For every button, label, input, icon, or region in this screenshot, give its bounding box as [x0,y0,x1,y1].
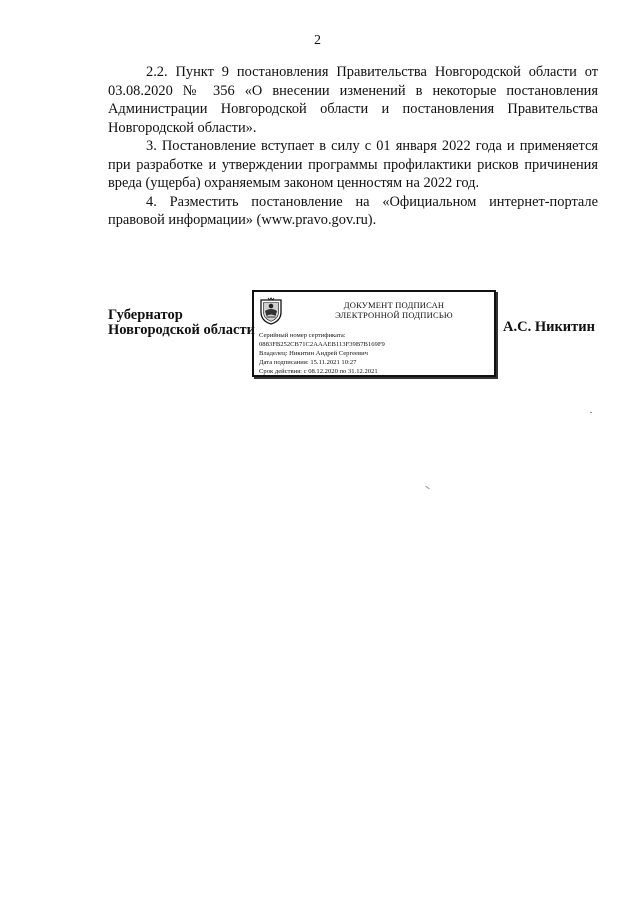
signer-name: А.С. Никитин [503,319,595,335]
paragraph-2-2: 2.2. Пункт 9 постановления Правительства Новгородской области от 03.08.2020 № 356 «О внесении изменений в некоторые постановления Администрации Новгородской области и постановления Правительства Новгородской области». [108,64,598,136]
scan-speck [590,412,592,413]
stamp-serial-value: 0883FB252CB71C2AAAEB113F39B7B169F9 [259,341,385,348]
stamp-details [259,331,385,376]
paragraph-3: 3. Постановление вступает в силу с 01 января 2022 года и применяется при разработке и утверждении программы профилактики рисков причинения вреда (ущерба) охраняемым законом ценностям на 2022 год. [108,138,598,191]
coat-of-arms-icon [259,297,283,325]
stamp-signed-date: Дата подписания: 15.11.2021 10:27 [259,359,357,366]
stamp-header-line1: ДОКУМЕНТ ПОДПИСАН [343,300,445,310]
stamp-owner: Владелец: Никитин Андрей Сергеевич [259,350,368,357]
signer-position-line2: Новгородской области [108,322,255,338]
stamp-validity: Срок действия: с 08.12.2020 по 31.12.2021 [259,368,378,375]
page-number: 2 [314,33,321,48]
stamp-header [294,300,494,320]
stamp-header-line2: ЭЛЕКТРОННОЙ ПОДПИСЬЮ [335,310,453,320]
signer-position-line1: Губернатор [108,307,183,323]
paragraph-4: 4. Разместить постановление на «Официальном интернет-портале правовой информации» (www.pravo.gov.ru). [108,193,598,228]
stamp-serial-label: Серийный номер сертификата: [259,332,346,339]
signature-block [108,290,608,390]
electronic-signature-stamp [252,290,496,377]
signer-position [108,308,255,338]
scan-speck [425,486,430,490]
document-body [108,63,598,230]
